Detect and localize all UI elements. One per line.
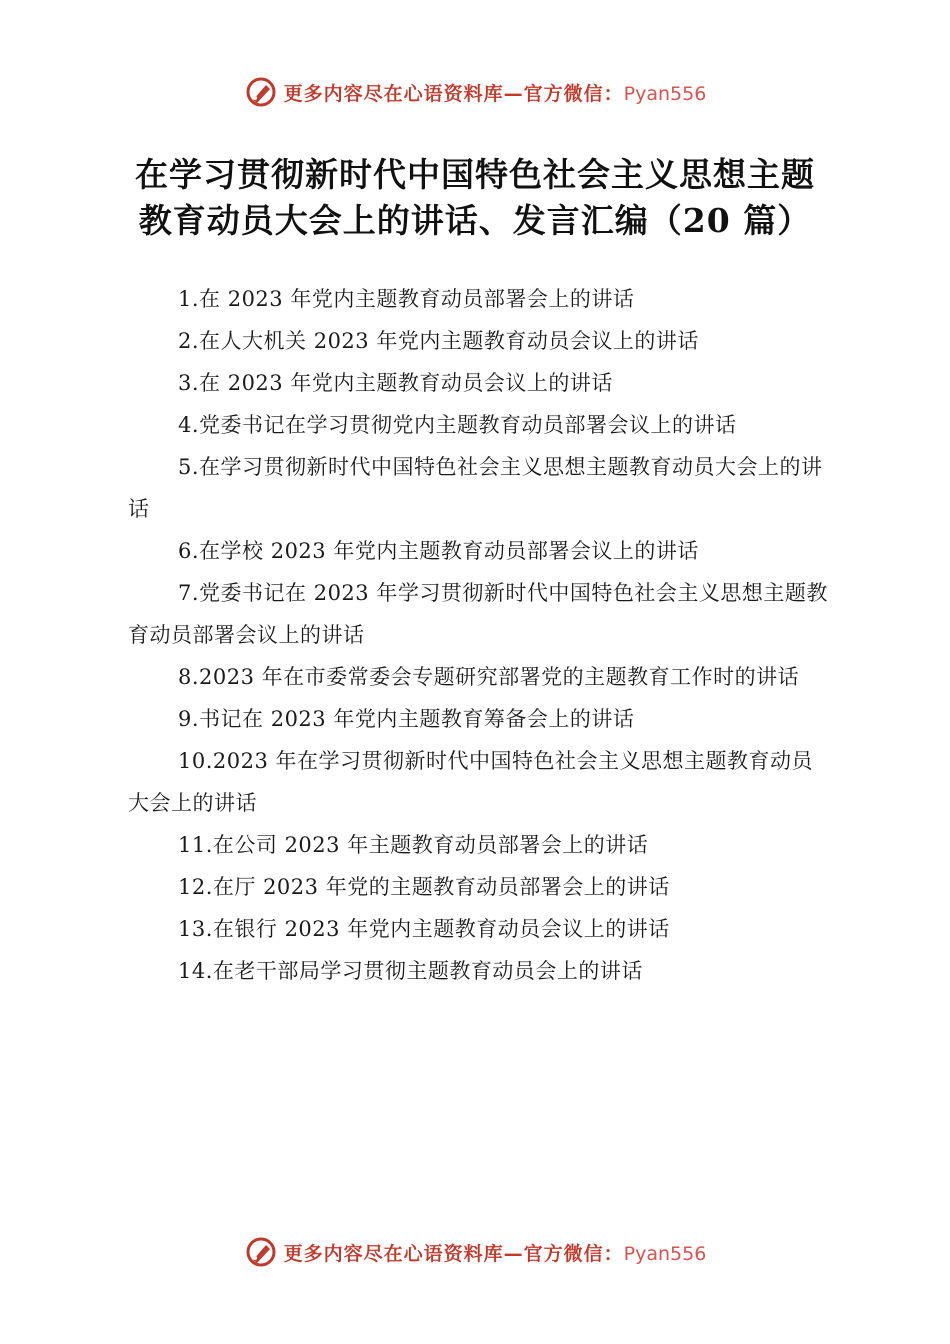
title-line-2: 教育动员大会上的讲话、发言汇编（20 篇） [138, 201, 812, 240]
toc-item: 4.党委书记在学习贯彻党内主题教育动员部署会议上的讲话 [178, 413, 737, 437]
wechat-id: Pyan556 [623, 82, 707, 105]
toc-item: 11.在公司 2023 年主题教育动员部署会上的讲话 [178, 833, 649, 857]
toc-item: 9.书记在 2023 年党内主题教育筹备会上的讲话 [178, 707, 635, 731]
toc-item: 1.在 2023 年党内主题教育动员部署会上的讲话 [178, 287, 635, 311]
pen-logo-icon [244, 75, 278, 109]
title-line-1: 在学习贯彻新时代中国特色社会主义思想主题 [135, 155, 815, 194]
toc-item: 3.在 2023 年党内主题教育动员会议上的讲话 [178, 371, 613, 395]
toc-item: 7.党委书记在 2023 年学习贯彻新时代中国特色社会主义思想主题教育动员部署会议上的讲话 [128, 581, 828, 647]
wechat-id: Pyan556 [623, 1242, 707, 1265]
banner-text: 更多内容尽在心语资料库—官方微信：Pyan556 [283, 82, 707, 105]
document-title [0, 152, 950, 244]
pen-logo-icon [244, 1235, 278, 1269]
toc-item: 10.2023 年在学习贯彻新时代中国特色社会主义思想主题教育动员大会上的讲话 [128, 749, 814, 815]
toc-item: 12.在厅 2023 年党的主题教育动员部署会上的讲话 [178, 875, 670, 899]
toc-item: 6.在学校 2023 年党内主题教育动员部署会议上的讲话 [178, 539, 699, 563]
toc-item: 2.在人大机关 2023 年党内主题教育动员会议上的讲话 [178, 329, 699, 353]
toc-item: 14.在老干部局学习贯彻主题教育动员会上的讲话 [178, 959, 643, 983]
toc-item: 8.2023 年在市委常委会专题研究部署党的主题教育工作时的讲话 [178, 665, 800, 689]
toc-item: 5.在学习贯彻新时代中国特色社会主义思想主题教育动员大会上的讲话 [128, 455, 823, 521]
toc-list [128, 278, 828, 992]
footer-banner [0, 1232, 950, 1272]
header-banner [0, 72, 950, 112]
banner-text: 更多内容尽在心语资料库—官方微信：Pyan556 [283, 1242, 707, 1265]
toc-item: 13.在银行 2023 年党内主题教育动员会议上的讲话 [178, 917, 670, 941]
